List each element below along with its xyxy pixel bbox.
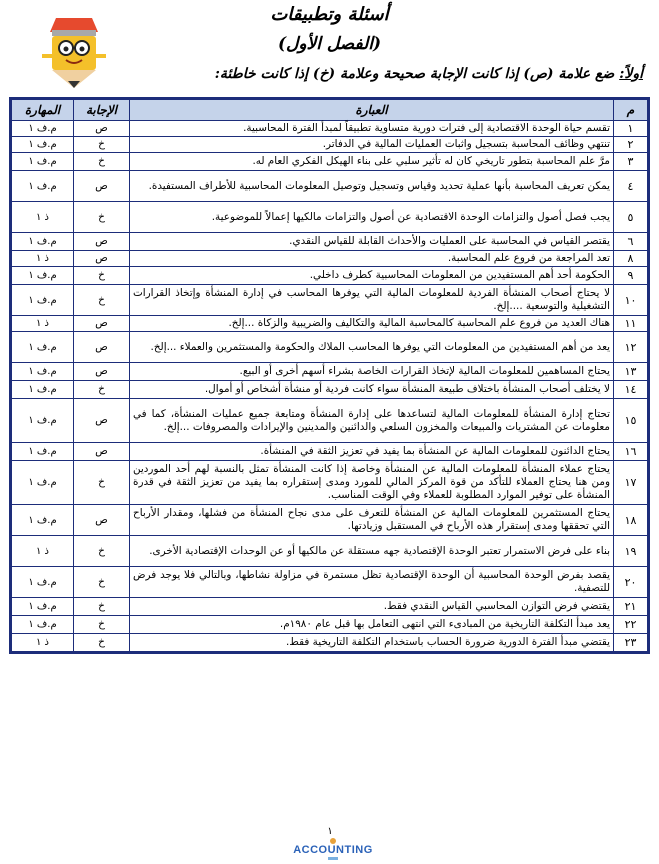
table-row bbox=[12, 443, 648, 461]
row-statement: مرَّ علم المحاسبة بتطور تاريخي كان له تأثير سلبي على بناء الهيكل الفكري العام له. bbox=[130, 153, 614, 171]
table-row bbox=[12, 363, 648, 381]
row-answer: خ bbox=[74, 285, 130, 316]
row-statement: يقصد بفرض الوحدة المحاسبية أن الوحدة الإقتصادية تظل مستمرة في مزاولة نشاطها، وبالتالي فلا يوجد فرض للتصفية. bbox=[130, 567, 614, 598]
row-statement: يحتاج المستثمرين للمعلومات المالية عن المنشأة للتعرف على مدى نجاح المنشأة من فشلها، ومقدار الأرباح التي تحققها ومدى إستقرار هذه الأرباح في المستقبل وزيادتها. bbox=[130, 505, 614, 536]
row-skill: م.ف ١ bbox=[12, 233, 74, 251]
row-number: ١٦ bbox=[614, 443, 648, 461]
row-skill: ذ ١ bbox=[12, 202, 74, 233]
row-skill: م.ف ١ bbox=[12, 616, 74, 634]
table-row bbox=[12, 202, 648, 233]
table-row bbox=[12, 153, 648, 171]
row-answer: ص bbox=[74, 363, 130, 381]
table-row bbox=[12, 634, 648, 652]
row-statement: تنتهي وظائف المحاسبة بتسجيل واثبات العمليات المالية في الدفاتر. bbox=[130, 137, 614, 153]
row-answer: خ bbox=[74, 598, 130, 616]
table-row bbox=[12, 233, 648, 251]
table-row bbox=[12, 171, 648, 202]
row-answer: ص bbox=[74, 505, 130, 536]
header-skill: المهارة bbox=[12, 100, 74, 121]
row-statement: يقتصر القياس في المحاسبة على العمليات والأحداث القابلة للقياس النقدي. bbox=[130, 233, 614, 251]
table-row bbox=[12, 137, 648, 153]
row-number: ١٥ bbox=[614, 399, 648, 443]
row-statement: تقسم حياة الوحدة الاقتصادية إلى فترات دورية متساوية تطبيقاً لمبدأ الفترة المحاسبية. bbox=[130, 121, 614, 137]
row-number: ١٤ bbox=[614, 381, 648, 399]
chapter-title: (الفصل الأول) bbox=[277, 34, 382, 54]
header-num: م bbox=[614, 100, 648, 121]
row-statement: تعد المراجعة من فروع علم المحاسبة. bbox=[130, 251, 614, 267]
row-statement: يجب فصل أصول والتزامات الوحدة الاقتصادية عن أصول والتزامات مالكيها إعمالاً للموضوعية. bbox=[130, 202, 614, 233]
pencil-mascot-icon bbox=[40, 14, 108, 90]
row-number: ٦ bbox=[614, 233, 648, 251]
row-statement: يعد مبدأ التكلفة التاريخية من المبادىء التي انتهى التعامل بها قبل عام ١٩٨٠م. bbox=[130, 616, 614, 634]
row-answer: خ bbox=[74, 634, 130, 652]
table-row bbox=[12, 536, 648, 567]
row-number: ١٩ bbox=[614, 536, 648, 567]
row-skill: م.ف ١ bbox=[12, 137, 74, 153]
table-row bbox=[12, 616, 648, 634]
row-number: ٥ bbox=[614, 202, 648, 233]
row-answer: ص bbox=[74, 332, 130, 363]
row-answer: خ bbox=[74, 381, 130, 399]
row-number: ٢ bbox=[614, 137, 648, 153]
row-statement: يقتضي مبدأ الفترة الدورية ضرورة الحساب باستخدام التكلفة التاريخية فقط. bbox=[130, 634, 614, 652]
row-skill: ذ ١ bbox=[12, 316, 74, 332]
header-answer: الإجابة bbox=[74, 100, 130, 121]
row-skill: م.ف ١ bbox=[12, 381, 74, 399]
row-answer: خ bbox=[74, 616, 130, 634]
row-skill: م.ف ١ bbox=[12, 332, 74, 363]
page-title: أسئلة وتطبيقات bbox=[270, 4, 389, 25]
row-answer: ص bbox=[74, 171, 130, 202]
row-answer: ص bbox=[74, 233, 130, 251]
row-statement: يمكن تعريف المحاسبة بأنها عملية تحديد وقياس وتسجيل وتوصيل المعلومات المحاسبية للأطراف المستفيدة. bbox=[130, 171, 614, 202]
table-row bbox=[12, 316, 648, 332]
table-row bbox=[12, 399, 648, 443]
row-skill: م.ف ١ bbox=[12, 267, 74, 285]
row-skill: م.ف ١ bbox=[12, 505, 74, 536]
row-number: ٢٠ bbox=[614, 567, 648, 598]
row-answer: خ bbox=[74, 137, 130, 153]
row-number: ٢٢ bbox=[614, 616, 648, 634]
table-row bbox=[12, 332, 648, 363]
row-answer: خ bbox=[74, 536, 130, 567]
row-answer: خ bbox=[74, 461, 130, 505]
instruction-lead: أولاً: bbox=[619, 66, 643, 82]
row-skill: ذ ١ bbox=[12, 536, 74, 567]
row-skill: ذ ١ bbox=[12, 634, 74, 652]
row-statement: الحكومة أحد أهم المستفيدين من المعلومات المحاسبية كطرف داخلي. bbox=[130, 267, 614, 285]
row-skill: م.ف ١ bbox=[12, 363, 74, 381]
row-statement: لا يختلف أصحاب المنشأة باختلاف طبيعة المنشأة سواء كانت فردية أو منشأة أشخاص أو أموال. bbox=[130, 381, 614, 399]
row-number: ٢٣ bbox=[614, 634, 648, 652]
row-number: ٨ bbox=[614, 251, 648, 267]
row-answer: ص bbox=[74, 121, 130, 137]
row-statement: تحتاج إدارة المنشأة للمعلومات المالية لتساعدها على إدارة المنشأة ومتابعة جميع عمليات المنشأة، كما في معلومات عن المشتريات والمبيعات والمخزون السلعي والدائنين والمدينين والإيرادات والمصروفات ...إلخ. bbox=[130, 399, 614, 443]
row-skill: م.ف ١ bbox=[12, 399, 74, 443]
table-row bbox=[12, 505, 648, 536]
row-number: ١٨ bbox=[614, 505, 648, 536]
row-skill: م.ف ١ bbox=[12, 171, 74, 202]
row-number: ١ bbox=[614, 121, 648, 137]
row-statement: يقتضي فرض التوازن المحاسبي القياس النقدي فقط. bbox=[130, 598, 614, 616]
row-number: ١١ bbox=[614, 316, 648, 332]
table-header-row bbox=[12, 100, 648, 121]
row-skill: م.ف ١ bbox=[12, 153, 74, 171]
row-answer: خ bbox=[74, 567, 130, 598]
row-answer: خ bbox=[74, 153, 130, 171]
row-number: ١٢ bbox=[614, 332, 648, 363]
row-number: ١٣ bbox=[614, 363, 648, 381]
table-row bbox=[12, 267, 648, 285]
table-row bbox=[12, 381, 648, 399]
row-statement: لا يحتاج أصحاب المنشأة الفردية للمعلومات المالية التي يوفرها المحاسب في إدارة المنشأة وإتخاذ القرارات التشغيلية والتوسعية ....إلخ. bbox=[130, 285, 614, 316]
row-answer: ص bbox=[74, 399, 130, 443]
logo-text: ACCOUNTING bbox=[293, 844, 373, 856]
row-answer: ص bbox=[74, 251, 130, 267]
questions-table bbox=[11, 99, 648, 652]
row-skill: م.ف ١ bbox=[12, 461, 74, 505]
row-skill: م.ف ١ bbox=[12, 567, 74, 598]
table-row bbox=[12, 121, 648, 137]
row-skill: م.ف ١ bbox=[12, 443, 74, 461]
row-answer: ص bbox=[74, 316, 130, 332]
accounting-logo bbox=[288, 836, 378, 862]
row-skill: م.ف ١ bbox=[12, 598, 74, 616]
questions-table-frame bbox=[9, 97, 650, 654]
row-number: ٣ bbox=[614, 153, 648, 171]
instruction-line bbox=[215, 66, 643, 82]
row-statement: يحتاج عملاء المنشأة للمعلومات المالية عن المنشأة وخاصة إذا كانت المنشأة تمثل بالنسبة لهم أحد الموردين ومن هنا يحتاج العملاء للتأكد من قوة المركز المالي للمورد ومدى إستقراره بما يفيد من تعزيز الثقة في قدرة المنشأة على توفير الموارد المطلوبة للعملاء وفي الوقت المناسب. bbox=[130, 461, 614, 505]
row-answer: ص bbox=[74, 443, 130, 461]
row-skill: م.ف ١ bbox=[12, 121, 74, 137]
table-row bbox=[12, 461, 648, 505]
table-row bbox=[12, 285, 648, 316]
header-statement: العبارة bbox=[130, 100, 614, 121]
row-statement: يعد من أهم المستفيدين من المعلومات التي يوفرها المحاسب الملاك والحكومة والمستثمرين والعملاء ...إلخ. bbox=[130, 332, 614, 363]
row-number: ٤ bbox=[614, 171, 648, 202]
row-number: ١٠ bbox=[614, 285, 648, 316]
row-number: ٢١ bbox=[614, 598, 648, 616]
row-number: ١٧ bbox=[614, 461, 648, 505]
row-statement: هناك العديد من فروع علم المحاسبة كالمحاسبة المالية والتكاليف والضريبية والزكاة ...إلخ. bbox=[130, 316, 614, 332]
row-statement: بناء على فرض الاستمرار تعتبر الوحدة الإقتصادية جهه مستقلة عن مالكيها أو عن الوحدات الإقتصادية الأخرى. bbox=[130, 536, 614, 567]
row-statement: يحتاج الدائنون للمعلومات المالية عن المنشأة بما يفيد في تعزيز الثقة في المنشأة. bbox=[130, 443, 614, 461]
table-row bbox=[12, 598, 648, 616]
row-number: ٩ bbox=[614, 267, 648, 285]
table-row bbox=[12, 251, 648, 267]
row-answer: خ bbox=[74, 267, 130, 285]
instruction-text: ضع علامة (ص) إذا كانت الإجابة صحيحة وعلامة (خ) إذا كانت خاطئة: bbox=[214, 66, 615, 82]
row-skill: ذ ١ bbox=[12, 251, 74, 267]
row-statement: يحتاج المساهمين للمعلومات المالية لإتخاذ القرارات الخاصة بشراء أسهم أخرى أو البيع. bbox=[130, 363, 614, 381]
row-answer: خ bbox=[74, 202, 130, 233]
row-skill: م.ف ١ bbox=[12, 285, 74, 316]
page-number: ١ bbox=[327, 826, 333, 837]
table-row bbox=[12, 567, 648, 598]
page-header bbox=[0, 0, 659, 95]
